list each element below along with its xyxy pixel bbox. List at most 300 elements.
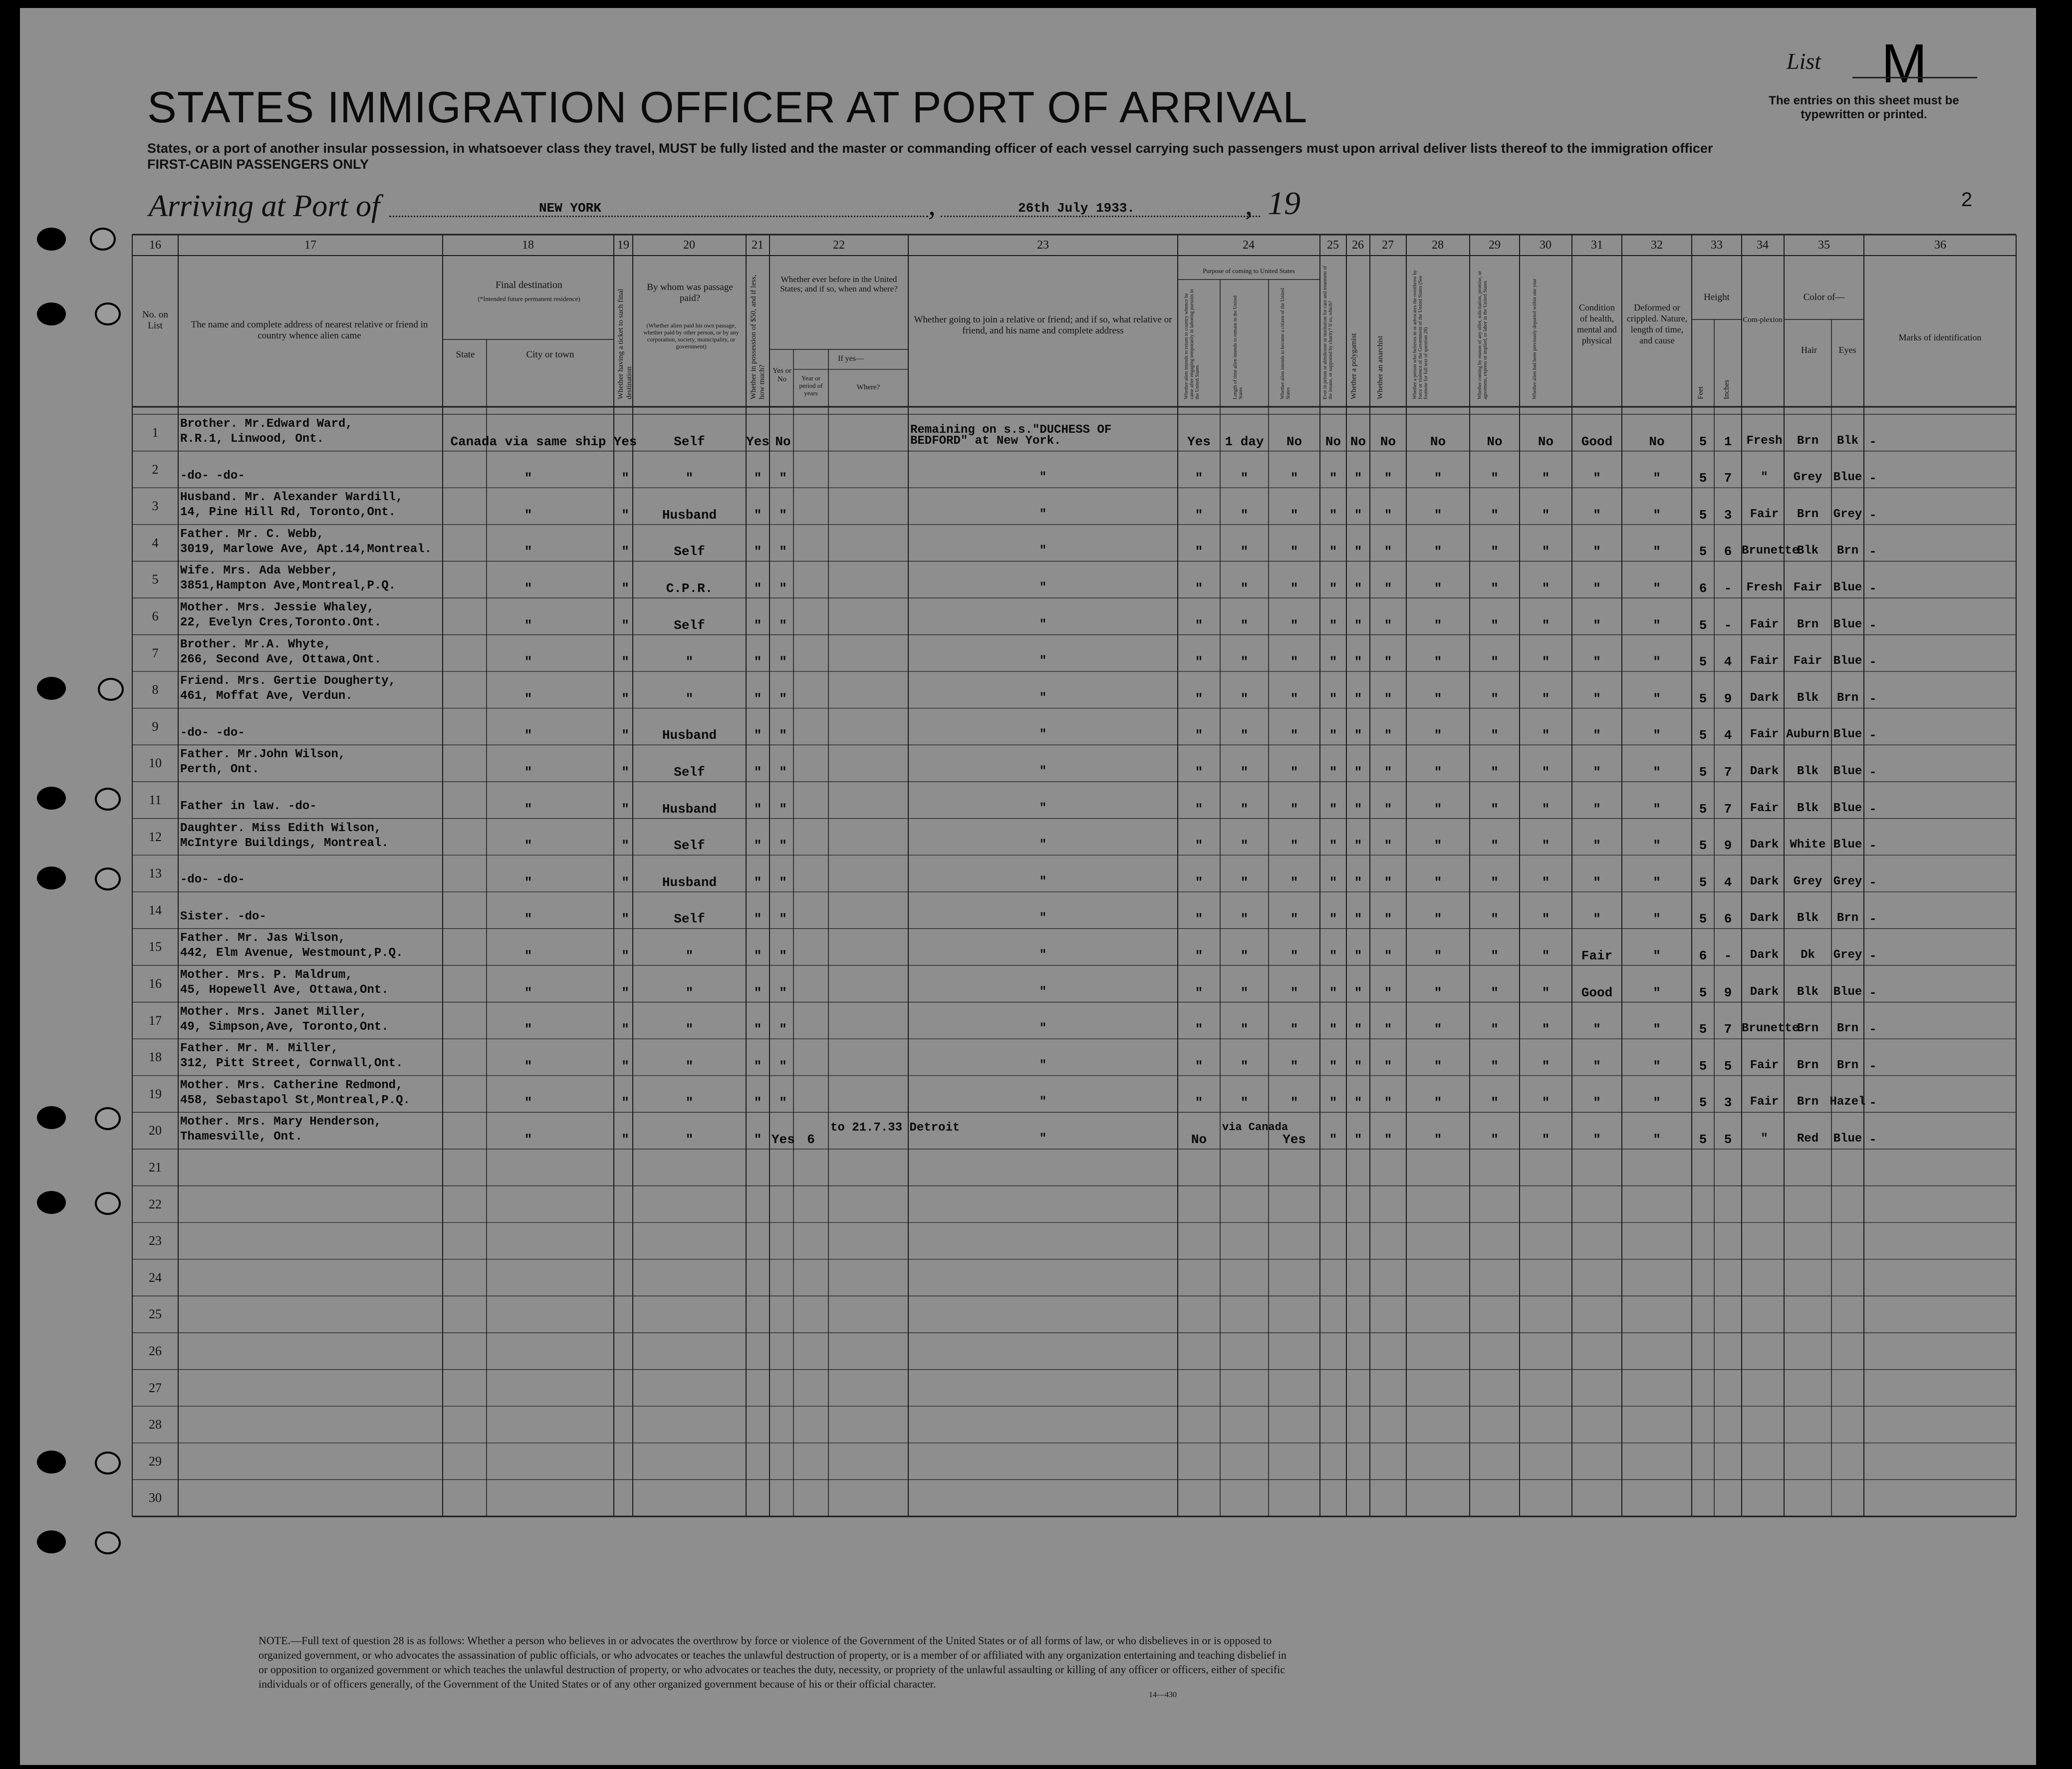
health-condition: " (1593, 765, 1601, 780)
height-inches: 5 (1724, 1058, 1732, 1074)
row-number: 1 (152, 425, 159, 440)
length-of-stay: " (1240, 875, 1249, 890)
relative-address: McIntyre Buildings, Montreal. (180, 836, 389, 850)
citizen-intent: No (1286, 434, 1302, 449)
complexion: Dark (1750, 985, 1779, 999)
join-relative-2: " (1039, 691, 1047, 705)
health-condition: " (1593, 581, 1601, 596)
join-relative-2: " (1039, 654, 1047, 668)
passage-paid-by: Self (674, 544, 705, 560)
height-inches: 7 (1724, 1022, 1732, 1037)
money-50: " (754, 765, 762, 780)
row-number: 30 (149, 1490, 162, 1505)
citizen-intent: " (1290, 1058, 1298, 1074)
labor-offer: " (1491, 1095, 1499, 1111)
ticket: " (621, 544, 629, 560)
row-number: 11 (149, 793, 162, 807)
hair-color: Brn (1797, 617, 1819, 631)
length-of-stay: " (1240, 801, 1249, 817)
final-destination: " (524, 1058, 532, 1074)
health-condition: " (1593, 875, 1601, 890)
binder-ring (95, 788, 121, 811)
header-deformed: Deformed or crippled. Nature, length of time, and cause (1626, 302, 1688, 345)
deported: " (1542, 801, 1550, 817)
anarchist: " (1384, 911, 1392, 927)
final-destination: " (524, 581, 532, 596)
citizen-intent: " (1290, 948, 1298, 963)
column-number: 18 (522, 239, 534, 252)
column-number: 21 (752, 239, 764, 252)
column-number: 17 (304, 239, 316, 252)
passage-paid-by: Husband (662, 728, 717, 743)
height-feet: 5 (1699, 471, 1707, 486)
height-feet: 6 (1699, 581, 1707, 596)
relative-address: Thamesville, Ont. (180, 1130, 302, 1144)
height-feet: 6 (1699, 948, 1707, 963)
row-number: 7 (152, 645, 159, 660)
deported: " (1542, 507, 1550, 523)
ever-before-us: " (779, 875, 787, 890)
deformed: " (1653, 507, 1661, 523)
row-number: 22 (149, 1196, 162, 1211)
health-condition: " (1593, 617, 1601, 633)
header-yes-no: Yes or No (772, 367, 792, 383)
row-number: 13 (149, 866, 162, 881)
length-of-stay: " (1240, 544, 1249, 560)
question-28: " (1434, 507, 1442, 523)
anarchist: " (1384, 948, 1392, 963)
final-destination: " (524, 617, 532, 633)
intends-return: " (1195, 911, 1203, 927)
identification-marks: - (1869, 434, 1877, 449)
join-relative-2: " (1039, 1058, 1047, 1072)
relative-address: 442, Elm Avenue, Westmount,P.Q. (180, 946, 403, 960)
deported: " (1542, 471, 1550, 486)
column-number: 24 (1243, 239, 1255, 252)
ever-before-us: " (779, 507, 787, 523)
complexion: Fair (1750, 654, 1779, 668)
height-inches: 4 (1724, 654, 1732, 670)
binder-ring (95, 1192, 121, 1215)
height-feet: 5 (1699, 728, 1707, 743)
page-title: STATES IMMIGRATION OFFICER AT PORT OF ARRIVAL (147, 82, 1308, 132)
height-inches: 5 (1724, 1132, 1732, 1147)
question-28: " (1434, 1058, 1442, 1074)
ticket: " (621, 1022, 629, 1037)
complexion: Fresh (1746, 434, 1783, 448)
relative-address: 458, Sebastapol St,Montreal,P.Q. (180, 1093, 410, 1107)
deported: " (1542, 691, 1550, 706)
deformed: " (1653, 728, 1661, 743)
complexion: Dark (1750, 838, 1779, 852)
citizen-intent: " (1290, 581, 1298, 596)
header-intends-return: Whether alien intends to return to country whence he came after engaging temporarily in laboring pursuits in the United States (1184, 289, 1200, 399)
money-50: " (754, 1132, 762, 1147)
height-feet: 5 (1699, 617, 1707, 633)
binder-ring (98, 678, 124, 701)
money-50: " (754, 471, 762, 486)
row-number: 18 (149, 1050, 162, 1065)
labor-offer: " (1491, 728, 1499, 743)
anarchist: " (1384, 1022, 1392, 1037)
row-number: 9 (152, 719, 159, 734)
binder-hole (37, 1530, 66, 1553)
labor-offer: No (1487, 434, 1503, 449)
anarchist: " (1384, 617, 1392, 633)
prison: " (1329, 765, 1337, 780)
eye-color: Blue (1833, 838, 1862, 852)
binder-hole (37, 1451, 66, 1474)
passage-paid-by: Self (674, 434, 705, 449)
question-28: " (1434, 911, 1442, 927)
money-50: " (754, 875, 762, 890)
deformed: No (1649, 434, 1665, 449)
labor-offer: " (1491, 471, 1499, 486)
health-condition: " (1593, 1095, 1601, 1111)
prison: " (1329, 1022, 1337, 1037)
labor-offer: " (1491, 1058, 1499, 1074)
row-number: 23 (149, 1233, 162, 1248)
labor-offer: " (1491, 617, 1499, 633)
height-feet: 5 (1699, 507, 1707, 523)
final-destination: " (524, 471, 532, 486)
column-number: 25 (1327, 239, 1339, 252)
citizen-intent: " (1290, 617, 1298, 633)
final-destination: " (524, 1022, 532, 1037)
row-number: 8 (152, 682, 159, 697)
intends-return: " (1195, 838, 1203, 854)
comma-separator: , (928, 188, 936, 221)
health-condition: Good (1581, 434, 1613, 449)
relative-address: 461, Moffat Ave, Verdun. (180, 689, 353, 703)
anarchist: No (1380, 434, 1396, 449)
row-number: 26 (149, 1344, 162, 1358)
relative-address: 3019, Marlowe Ave, Apt.14,Montreal. (180, 542, 432, 556)
prison: " (1329, 838, 1337, 854)
intends-return: " (1195, 581, 1203, 596)
deformed: " (1653, 1022, 1661, 1037)
intends-return: " (1195, 801, 1203, 817)
height-feet: 5 (1699, 875, 1707, 890)
identification-marks: - (1869, 911, 1877, 927)
header-purpose: Purpose of coming to United States (1203, 267, 1295, 275)
citizen-intent: " (1290, 765, 1298, 780)
polygamist: " (1354, 801, 1362, 817)
money-50: " (754, 838, 762, 854)
height-inches: 7 (1724, 471, 1732, 486)
row-number: 28 (149, 1417, 162, 1432)
prison: " (1329, 544, 1337, 560)
binder-ring (95, 1107, 121, 1130)
header-where: Where? (856, 383, 880, 391)
header-polygamist: Whether a polygamist (1350, 333, 1358, 399)
money-50: " (754, 507, 762, 523)
deported: " (1542, 838, 1550, 854)
relative-name: Father. Mr.John Wilson, (180, 748, 346, 762)
prison: " (1329, 1095, 1337, 1111)
row-number: 14 (149, 902, 162, 917)
polygamist: " (1354, 728, 1362, 743)
polygamist: " (1354, 1132, 1362, 1147)
ticket: " (621, 1058, 629, 1074)
row-number: 2 (152, 462, 159, 477)
join-relative-2: " (1039, 1095, 1047, 1109)
eye-color: Grey (1833, 875, 1862, 888)
money-50: " (754, 948, 762, 963)
passage-paid-by: " (685, 985, 694, 1000)
prison: " (1329, 581, 1337, 596)
binder-ring (95, 1531, 121, 1554)
health-condition: " (1593, 654, 1601, 670)
hair-color: Blk (1797, 765, 1819, 778)
eye-color: Hazel (1829, 1095, 1866, 1109)
question-28: " (1434, 471, 1442, 486)
header-color-of: Color of— (1803, 292, 1845, 302)
passage-paid-by: " (685, 1022, 694, 1037)
deformed: " (1653, 544, 1661, 560)
header-final-destination-note: (*Intended future permanent residence) (478, 295, 580, 302)
prison: " (1329, 948, 1337, 963)
question-28: " (1434, 948, 1442, 963)
question-28: " (1434, 654, 1442, 670)
intends-return: Yes (1187, 434, 1211, 449)
citizen-intent: " (1290, 507, 1298, 523)
header-years: Year or period of years (799, 374, 823, 397)
join-relative-2: " (1039, 875, 1047, 888)
relative-address: R.R.1, Linwood, Ont. (180, 432, 324, 446)
header-prison: Ever in prison or almshouse or institution for care and treatment of the insane, or supported by charity? If so, which? (1322, 266, 1333, 399)
anarchist: " (1384, 765, 1392, 780)
header-deported: Whether alien had been previously deported within one year (1532, 279, 1538, 399)
money-50: " (754, 1095, 762, 1111)
citizen-intent: " (1290, 728, 1298, 743)
passage-paid-by: Self (674, 911, 705, 927)
footnote: NOTE.—Full text of question 28 is as follows: Whether a person who believes in or advocates the overthrow by force or violence of the Government of the United States or of all forms of law, or who disbelieves in or is opposed to organized government, or who advocates the assassination of public officials, or who advocates or teaches the unlawful destruction of property, or is a member of or affiliated with any organization entertaining and teaching disbelief in or opposition to organized government or which teaches the unlawful destruction of property, or who advocates or teaches the duty, necessity, or propriety of the unlawful assaulting or killing of any officer or officers, either of specific individuals or of officers generally, of the Government of the United States or of any other organized government because of his or their official character. (259, 1634, 1287, 1690)
deported: " (1542, 985, 1550, 1000)
anarchist: " (1384, 581, 1392, 596)
row-number: 17 (149, 1013, 162, 1028)
deformed: " (1653, 1058, 1661, 1074)
height-feet: 5 (1699, 765, 1707, 780)
money-50: " (754, 617, 762, 633)
height-feet: 5 (1699, 1095, 1707, 1111)
header-labor-offer: Whether coming by reason of any offer, solicitation, promise, or agreement, express or implied, to labor in the United States (1477, 271, 1488, 399)
column-number: 32 (1651, 239, 1663, 252)
hair-color: Fair (1793, 581, 1822, 594)
ticket: " (621, 801, 629, 817)
labor-offer: " (1491, 911, 1499, 927)
labor-offer: " (1491, 1022, 1499, 1037)
header-passage-paid: By whom was passage paid? (647, 282, 733, 303)
question-28: " (1434, 1095, 1442, 1111)
years-in-us: 6 (807, 1132, 815, 1147)
complexion: Brunette (1742, 544, 1800, 558)
complexion: Fresh (1746, 581, 1783, 594)
header-complexion: Com-plexion (1743, 316, 1783, 324)
column-number: 23 (1037, 239, 1049, 252)
ticket: " (621, 728, 629, 743)
relative-name: Brother. Mr.A. Whyte, (180, 637, 331, 651)
height-feet: 5 (1699, 1022, 1707, 1037)
final-destination: " (524, 801, 532, 817)
row-number: 25 (149, 1307, 162, 1322)
eye-color: Blue (1833, 654, 1862, 668)
complexion: Dark (1750, 911, 1779, 925)
join-relative-2: " (1039, 544, 1047, 558)
header-final-destination: Final destination (496, 280, 562, 291)
ever-before-us: " (779, 765, 787, 780)
complexion: Dark (1750, 765, 1779, 778)
polygamist: " (1354, 765, 1362, 780)
header-ever-before: Whether ever before in the United States; and if so, when and where? (780, 275, 898, 294)
polygamist: " (1354, 985, 1362, 1000)
deported: " (1542, 581, 1550, 596)
polygamist: " (1354, 1058, 1362, 1074)
where-in-us: to 21.7.33 Detroit (830, 1121, 960, 1135)
polygamist: " (1354, 544, 1362, 560)
header-join-relative: Whether going to join a relative or friend; and if so, what relative or friend, and his name and complete address (914, 314, 1172, 336)
anarchist: " (1384, 691, 1392, 706)
passage-paid-by: Self (674, 765, 705, 780)
join-relative-2: " (1039, 838, 1047, 852)
identification-marks: - (1869, 581, 1877, 596)
complexion: Brunette (1742, 1022, 1800, 1036)
ticket: " (621, 985, 629, 1000)
ever-before-us: " (779, 985, 787, 1000)
length-of-stay: " (1240, 728, 1249, 743)
labor-offer: " (1491, 691, 1499, 706)
column-number: 36 (1934, 239, 1946, 252)
ever-before-us: " (779, 544, 787, 560)
citizen-intent: " (1290, 801, 1298, 817)
join-relative-2: " (1039, 765, 1047, 778)
prison: " (1329, 654, 1337, 670)
intends-return: " (1195, 985, 1203, 1000)
intends-return: " (1195, 1095, 1203, 1111)
length-of-stay: " (1240, 581, 1249, 596)
citizen-intent: Yes (1283, 1132, 1306, 1147)
deported: " (1542, 728, 1550, 743)
eye-color: Blue (1833, 728, 1862, 742)
labor-offer: " (1491, 1132, 1499, 1147)
relative-name: Father. Mr. M. Miller, (180, 1042, 338, 1056)
deformed: " (1653, 581, 1661, 596)
length-of-stay: " (1240, 838, 1249, 854)
polygamist: " (1354, 654, 1362, 670)
relative-address: 49, Simpson,Ave, Toronto,Ont. (180, 1020, 389, 1034)
deformed: " (1653, 838, 1661, 854)
identification-marks: - (1869, 1095, 1877, 1111)
polygamist: " (1354, 1095, 1362, 1111)
height-feet: 5 (1699, 434, 1707, 449)
citizen-intent: " (1290, 1022, 1298, 1037)
height-inches: 1 (1724, 434, 1732, 449)
length-of-stay: " (1240, 1022, 1249, 1037)
intends-return: " (1195, 728, 1203, 743)
hair-color: Grey (1793, 875, 1822, 888)
relative-name: Mother. Mrs. Janet Miller, (180, 1005, 367, 1019)
column-number: 22 (833, 239, 845, 252)
anarchist: " (1384, 728, 1392, 743)
height-inches: 6 (1724, 544, 1732, 560)
ever-before-us: Yes (772, 1132, 795, 1147)
ever-before-us: " (779, 1095, 787, 1111)
join-relative-2: " (1039, 985, 1047, 999)
hair-color: Blk (1797, 801, 1819, 815)
deported: " (1542, 544, 1550, 560)
citizen-intent: " (1290, 875, 1298, 890)
relative-address: 3851,Hampton Ave,Montreal,P.Q. (180, 579, 396, 593)
height-inches: 4 (1724, 728, 1732, 743)
hair-color: Blk (1797, 911, 1819, 925)
header-eyes: Eyes (1838, 345, 1856, 355)
complexion: Fair (1750, 728, 1779, 742)
header-inches: Inches (1723, 379, 1731, 399)
manifest-sheet (20, 8, 2036, 1765)
header-nearest-relative: The name and complete address of nearest relative or friend in country whence alien came (191, 319, 428, 341)
intends-return: " (1195, 1058, 1203, 1074)
polygamist: No (1350, 434, 1366, 449)
citizen-intent: " (1290, 544, 1298, 560)
identification-marks: - (1869, 875, 1877, 890)
height-inches: 9 (1724, 838, 1732, 854)
intends-return: " (1195, 507, 1203, 523)
money-50: " (754, 544, 762, 560)
deported: " (1542, 765, 1550, 780)
column-number: 34 (1757, 239, 1769, 252)
final-destination: " (524, 654, 532, 670)
deformed: " (1653, 654, 1661, 670)
health-condition: " (1593, 1022, 1601, 1037)
join-relative-2: BEDFORD" at New York. (910, 434, 1061, 448)
join-relative-2: " (1039, 581, 1047, 594)
ever-before-us: " (779, 471, 787, 486)
labor-offer: " (1491, 985, 1499, 1000)
ever-before-us: " (779, 728, 787, 743)
hair-color: White (1790, 838, 1826, 852)
row-number: 20 (149, 1123, 162, 1138)
money-50: " (754, 911, 762, 927)
anarchist: " (1384, 471, 1392, 486)
anarchist: " (1384, 1095, 1392, 1111)
length-of-stay: 1 day (1225, 434, 1264, 449)
relative-address: 266, Second Ave, Ottawa,Ont. (180, 652, 382, 666)
health-condition: " (1593, 507, 1601, 523)
question-28: " (1434, 801, 1442, 817)
ever-before-us: " (779, 801, 787, 817)
length-of-stay: " (1240, 691, 1249, 706)
final-destination: " (524, 911, 532, 927)
intends-return: " (1195, 654, 1203, 670)
ticket: " (621, 617, 629, 633)
length-of-stay: " (1240, 765, 1249, 780)
prison: " (1329, 728, 1337, 743)
intends-return: " (1195, 765, 1203, 780)
final-destination: " (524, 985, 532, 1000)
join-relative-2: " (1039, 948, 1047, 962)
list-label: List (1787, 48, 1821, 74)
identification-marks: - (1869, 985, 1877, 1000)
deformed: " (1653, 1132, 1661, 1147)
hair-color: Blk (1797, 544, 1819, 558)
eye-color: Blue (1833, 985, 1862, 999)
eye-color: Blue (1833, 581, 1862, 594)
join-relative-2: " (1039, 471, 1047, 485)
column-number: 19 (617, 239, 629, 252)
passage-paid-by: " (685, 654, 694, 670)
health-condition: " (1593, 1132, 1601, 1147)
question-28: " (1434, 691, 1442, 706)
